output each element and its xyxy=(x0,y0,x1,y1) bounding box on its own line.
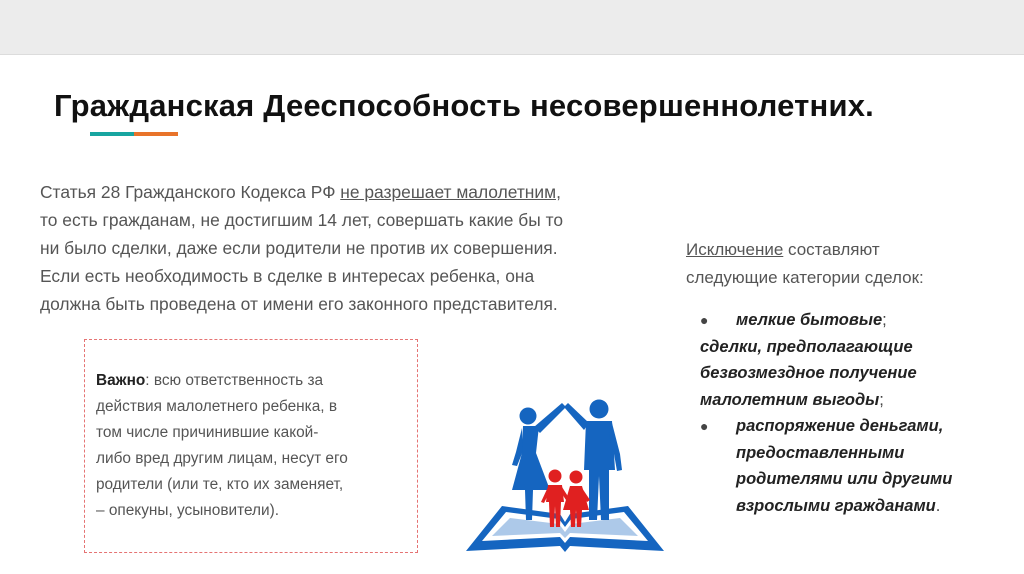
list-item-1 xyxy=(700,307,1010,334)
title-accent-orange xyxy=(134,132,178,136)
top-band xyxy=(0,0,1024,55)
family-book-illustration xyxy=(462,396,668,558)
important-line-2: действия малолетнего ребенка, в xyxy=(96,398,338,415)
important-line-1-text: : всю ответственность за xyxy=(145,372,324,389)
item-1-text-d: малолетним выгоды xyxy=(700,390,880,409)
slide-title: Гражданская Дееспособность несовершеннолетних. xyxy=(54,88,874,123)
main-line-1-underlined: не разрешает малолетним, xyxy=(340,182,561,202)
important-text xyxy=(96,368,411,524)
item-1-text-b: сделки, предполагающие xyxy=(700,337,913,356)
item-2-text-d: взрослыми гражданами xyxy=(736,496,936,515)
exception-word: Исключение xyxy=(686,240,784,259)
categories-list xyxy=(700,307,1010,519)
main-line-3: ни было сделки, даже если родители не против их совершения. xyxy=(40,238,558,258)
item-2-line-b xyxy=(700,440,1010,467)
main-line-5: должна быть проведена от имени его законного представителя. xyxy=(40,294,558,314)
item-1-text-c: безвозмездное получение xyxy=(700,364,917,382)
important-line-6: – опекуны, усыновители). xyxy=(96,502,280,519)
item-2-line-c xyxy=(700,466,1010,493)
item-2-text-c: родителями или другими xyxy=(736,470,953,488)
book-icon xyxy=(466,506,664,552)
main-paragraph xyxy=(40,178,680,318)
important-line-3: том числе причинившие какой- xyxy=(96,424,319,441)
bullet-icon: ● xyxy=(700,418,709,434)
list-item-2 xyxy=(700,413,1010,440)
main-line-1-text: Статья 28 Гражданского Кодекса РФ xyxy=(40,182,341,202)
bullet-icon: ● xyxy=(700,312,709,328)
exception-line-1 xyxy=(686,236,1006,264)
important-line-5: родители (или те, кто их заменяет, xyxy=(96,476,344,493)
item-2-line-d xyxy=(700,493,1010,520)
item-1-semicolon: ; xyxy=(882,311,887,329)
item-1-line-d xyxy=(700,387,1010,414)
main-line-1 xyxy=(40,178,680,206)
main-line-4: Если есть необходимость в сделке в интересах ребенка, она xyxy=(40,266,535,286)
important-line-1 xyxy=(96,368,411,394)
item-2-text-a: распоряжение деньгами, xyxy=(736,417,944,435)
important-line-4: либо вред другим лицам, несут его xyxy=(96,450,348,467)
main-line-2: то есть гражданам, не достигшим 14 лет, совершать какие бы то xyxy=(40,210,564,230)
important-label: Важно xyxy=(96,372,146,389)
item-1-text-a: мелкие бытовые xyxy=(736,311,883,329)
item-2-text-b: предоставленными xyxy=(736,443,905,462)
title-accent-teal xyxy=(90,132,134,136)
exception-intro xyxy=(686,236,1006,292)
important-box xyxy=(84,339,418,553)
item-2-period: . xyxy=(935,496,941,515)
exception-line-1-text: составляют xyxy=(783,240,880,259)
exception-line-2: следующие категории сделок: xyxy=(686,268,924,287)
item-1-semicolon-2: ; xyxy=(879,390,884,409)
